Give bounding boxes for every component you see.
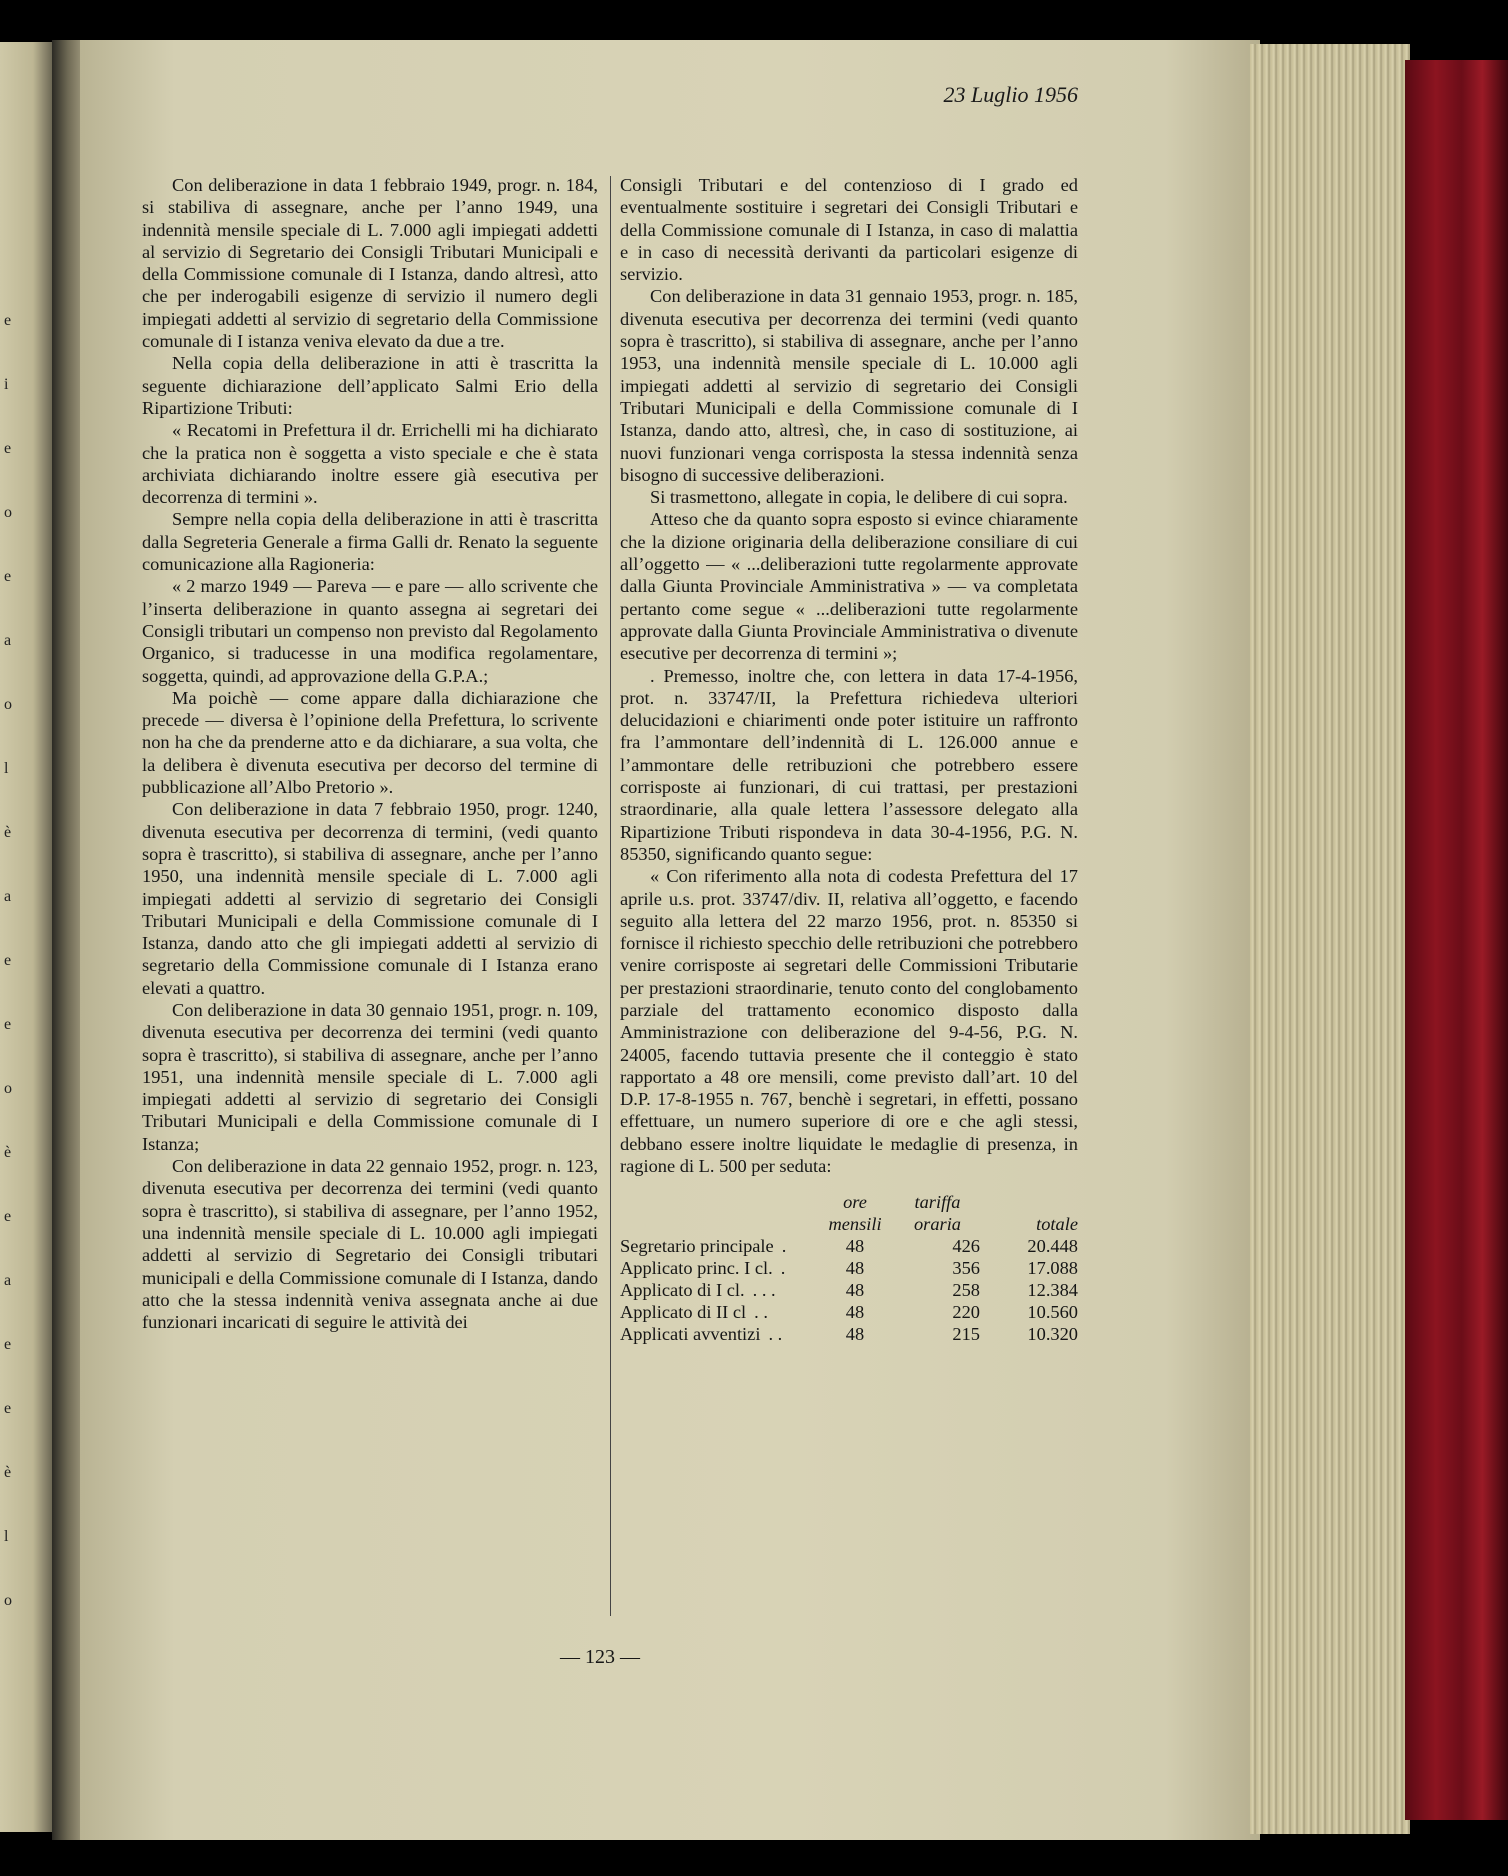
row-leader-dots: . .: [768, 1324, 783, 1345]
facing-page-fragment: l: [4, 760, 9, 777]
paragraph: Ma poichè — come appare dalla dichiarazione che precede — diversa è l’opinione della Prefettura, lo scrivente non ha che da prenderne atto e da dichiarare, a sua volta, che la delibera è divenuta esecutiva per decorso del termine di pubblicazione all’Albo Pretorio ».: [142, 687, 598, 798]
row-totale: 10.320: [1027, 1324, 1078, 1345]
row-ore: 48: [845, 1324, 865, 1345]
row-ore: 48: [845, 1302, 865, 1323]
row-leader-dots: .: [780, 1258, 786, 1279]
col-header-totale: totale: [1036, 1214, 1078, 1235]
facing-page-fragment: e: [4, 1016, 12, 1033]
row-label-text: Applicato di I cl.: [620, 1280, 745, 1301]
row-ore: 48: [845, 1236, 865, 1257]
facing-page-edge: [0, 42, 60, 1832]
facing-page-fragment: o: [4, 696, 12, 713]
facing-page-fragment: a: [4, 888, 12, 905]
row-totale: 10.560: [1027, 1302, 1078, 1323]
right-column: [620, 174, 1078, 1345]
table-row: [620, 1323, 1078, 1345]
row-leader-dots: .: [781, 1236, 787, 1257]
salary-table: [620, 1191, 1078, 1345]
row-ore: 48: [845, 1280, 865, 1301]
row-label-text: Applicato princ. I cl.: [620, 1258, 773, 1279]
row-tariffa: 356: [952, 1258, 980, 1279]
row-tariffa: 220: [952, 1302, 980, 1323]
facing-page-fragment: e: [4, 1208, 12, 1225]
paragraph: Sempre nella copia della deliberazione in atti è trascritta dalla Segreteria Generale a firma Galli dr. Renato la seguente comunicazione alla Ragioneria:: [142, 509, 598, 575]
row-leader-dots: . . .: [752, 1280, 776, 1301]
facing-page-fragment: è: [4, 1464, 12, 1481]
facing-page-fragment: o: [4, 1080, 12, 1097]
table-row: [620, 1301, 1078, 1323]
paragraph: « Recatomi in Prefettura il dr. Errichelli mi ha dichiarato che la pratica non è soggetta a visto speciale e che è stata archiviata dichiarando inoltre essere già esecutiva per decorrenza di termini ».: [142, 420, 598, 508]
paragraph: Con deliberazione in data 31 gennaio 1953, progr. n. 185, divenuta esecutiva per decorrenza dei termini (vedi quanto sopra è trascritto), si stabiliva di assegnare, anche per l’anno 1953, una indennità mensile speciale di L. 10.000 agli impiegati addetti al servizio di segretario dei Consigli Tributari Municipali e della Commissione comunale di I Istanza, dando atto, altresì, che, in caso di sostituzione, ai nuovi funzionari venga corrisposta la stessa indennità senza bisogno di successive deliberazioni.: [620, 286, 1078, 485]
facing-page-fragment: i: [4, 376, 9, 393]
row-label: [620, 1279, 815, 1301]
paragraph: . Premesso, inoltre che, con lettera in data 17-4-1956, prot. n. 33747/II, la Prefettura richiedeva ulteriori delucidazioni e chiarimenti onde poter istituire un raffronto fra l’ammontare dell’indennità di L. 126.000 annue e l’ammontare delle retribuzioni che potrebbero essere corrisposte ai funzionari, di cui trattasi, per prestazioni straordinarie, alla quale lettera l’assessore delegato alla Ripartizione Tributi rispondeva in data 30-4-1956, P.G. N. 85350, significando quanto segue:: [620, 665, 1078, 864]
facing-page-fragment: a: [4, 632, 12, 649]
row-leader-dots: . .: [754, 1302, 768, 1323]
book-binding: [1405, 60, 1508, 1820]
row-label: [620, 1257, 815, 1279]
facing-page-fragment: e: [4, 440, 12, 457]
table-row: [620, 1235, 1078, 1257]
paragraph: Con deliberazione in data 1 febbraio 1949, progr. n. 184, si stabiliva di assegnare, anche per l’anno 1949, una indennità mensile speciale di L. 7.000 agli impiegati addetti al servizio di Segretario dei Consigli Tributari Municipali e della Commissione comunale di I Istanza, dando altresì, atto che per inderogabili esigenze di servizio il numero degli impiegati addetti al servizio di segretario della Commissione comunale di I istanza veniva elevato da due a tre.: [142, 175, 598, 352]
paragraph: Atteso che da quanto sopra esposto si evince chiaramente che la dizione originaria della deliberazione consiliare di cui all’oggetto — « ...deliberazioni tutte regolarmente approvate dalla Giunta Provinciale Amministrativa » — va completata pertanto come segue « ...deliberazioni tutte regolarmente approvate dalla Giunta Provinciale Amministrativa o divenute esecutive per decorrenza di termini »;: [620, 509, 1078, 664]
facing-page-fragment: e: [4, 568, 12, 585]
row-label: [620, 1323, 815, 1345]
row-tariffa: 215: [952, 1324, 980, 1345]
paragraph: Con deliberazione in data 7 febbraio 1950, progr. 1240, divenuta esecutiva per decorrenza di termini, (vedi quanto sopra è trascritto), si stabiliva di assegnare, anche per l’anno 1950, una indennità mensile speciale di L. 7.000 agli impiegati addetti al servizio di segretario dei Consigli Tributari Municipali e della Commissione comunale di I Istanza, dando atto che gli impiegati addetti al servizio di segretario della Commissione comunale di I Istanza erano elevati a quattro.: [142, 799, 598, 998]
row-label: [620, 1301, 815, 1323]
row-totale: 17.088: [1027, 1258, 1078, 1279]
facing-page-fragment: e: [4, 312, 12, 329]
paragraph: Si trasmettono, allegate in copia, le delibere di cui sopra.: [650, 487, 1068, 508]
row-label-text: Segretario principale: [620, 1236, 774, 1257]
facing-page-fragment: e: [4, 1400, 12, 1417]
facing-page-fragment: è: [4, 1144, 12, 1161]
row-totale: 20.448: [1027, 1236, 1078, 1257]
table-row: [620, 1279, 1078, 1301]
row-tariffa: 258: [952, 1280, 980, 1301]
row-tariffa: 426: [952, 1236, 980, 1257]
row-label-text: Applicato di II cl: [620, 1302, 747, 1323]
paragraph: « Con riferimento alla nota di codesta Prefettura del 17 aprile u.s. prot. 33747/div. II, relativa all’oggetto, e facendo seguito alla lettera del 22 marzo 1956, prot. n. 85350 si fornisce il richiesto specchio delle retribuzioni che potrebbero venire corrisposte ai segretari delle Commissioni Tributarie per prestazioni straordinarie, tenuto conto del conglobamento parziale del trattamento economico disposto dalla Amministrazione con deliberazione del 9-4-56, P.G. N. 24005, facendo tuttavia presente che il conteggio è stato rapportato a 48 ore mensili, come previsto dall’art. 10 del D.P. 17-8-1955 n. 767, benchè i segretari, in effetti, possano effettuare, un numero superiore di ore e che agli stessi, debbano essere inoltre liquidate le medaglie di presenza, in ragione di L. 500 per seduta:: [620, 866, 1078, 1177]
facing-page-fragment: l: [4, 1528, 9, 1545]
col-header-tariffa: tariffa oraria: [913, 1192, 961, 1235]
left-column: [142, 174, 598, 1333]
paragraph: Con deliberazione in data 30 gennaio 1951, progr. n. 109, divenuta esecutiva per decorrenza dei termini (vedi quanto sopra è trascritto), si stabiliva di assegnare, anche per l’anno 1951, una indennità mensile speciale di L. 7.000 agli impiegati addetti al servizio di segretario dei Consigli Tributari Municipali e della Commissione comunale di I Istanza;: [142, 999, 598, 1154]
row-label: [620, 1235, 815, 1257]
facing-page-fragment: o: [4, 504, 12, 521]
table-row: [620, 1257, 1078, 1279]
paragraph: Consigli Tributari e del contenzioso di I grado ed eventualmente sostituire i segretari dei Consigli Tributari e della Commissione comunale di I Istanza, in caso di malattia e in caso di necessità derivanti da particolari esigenze di servizio.: [620, 175, 1078, 285]
row-totale: 12.384: [1027, 1280, 1078, 1301]
row-ore: 48: [845, 1258, 865, 1279]
paragraph: Nella copia della deliberazione in atti è trascritta la seguente dichiarazione dell’applicato Salmi Erio della Ripartizione Tributi:: [142, 353, 598, 418]
row-label-text: Applicati avventizi: [620, 1324, 761, 1345]
facing-page-fragment: e: [4, 1336, 12, 1353]
paragraph: Con deliberazione in data 22 gennaio 1952, progr. n. 123, divenuta esecutiva per decorrenza dei termini (vedi quanto sopra è trascritto), si stabiliva di assegnare, per l’anno 1952, una indennità mensile speciale di L. 10.000 agli impiegati addetti al servizio di Segretario dei Consigli tributari municipali e della Commissione comunale di I Istanza, dando atto che la stessa indennità veniva assegnata anche ai due funzionari incaricati di seguire le attività dei: [142, 1156, 598, 1333]
facing-page-fragment: a: [4, 1272, 12, 1289]
facing-page-fragment: e: [4, 952, 12, 969]
page-edges: [1250, 44, 1410, 1834]
col-header-ore: ore mensili: [828, 1192, 882, 1235]
column-divider: [610, 176, 611, 1616]
page-number: — 123 —: [560, 1646, 640, 1668]
facing-page-fragment: o: [4, 1592, 12, 1609]
paragraph: « 2 marzo 1949 — Pareva — e pare — allo scrivente che l’inserta deliberazione in quanto assegna ai segretari dei Consigli tributari un compenso non previsto dal Regolamento Organico, si traducesse in una modifica regolamentare, soggetta, quindi, ad approvazione della G.P.A.;: [142, 576, 598, 686]
facing-page-fragment: è: [4, 824, 12, 841]
header-date: 23 Luglio 1956: [943, 82, 1078, 107]
